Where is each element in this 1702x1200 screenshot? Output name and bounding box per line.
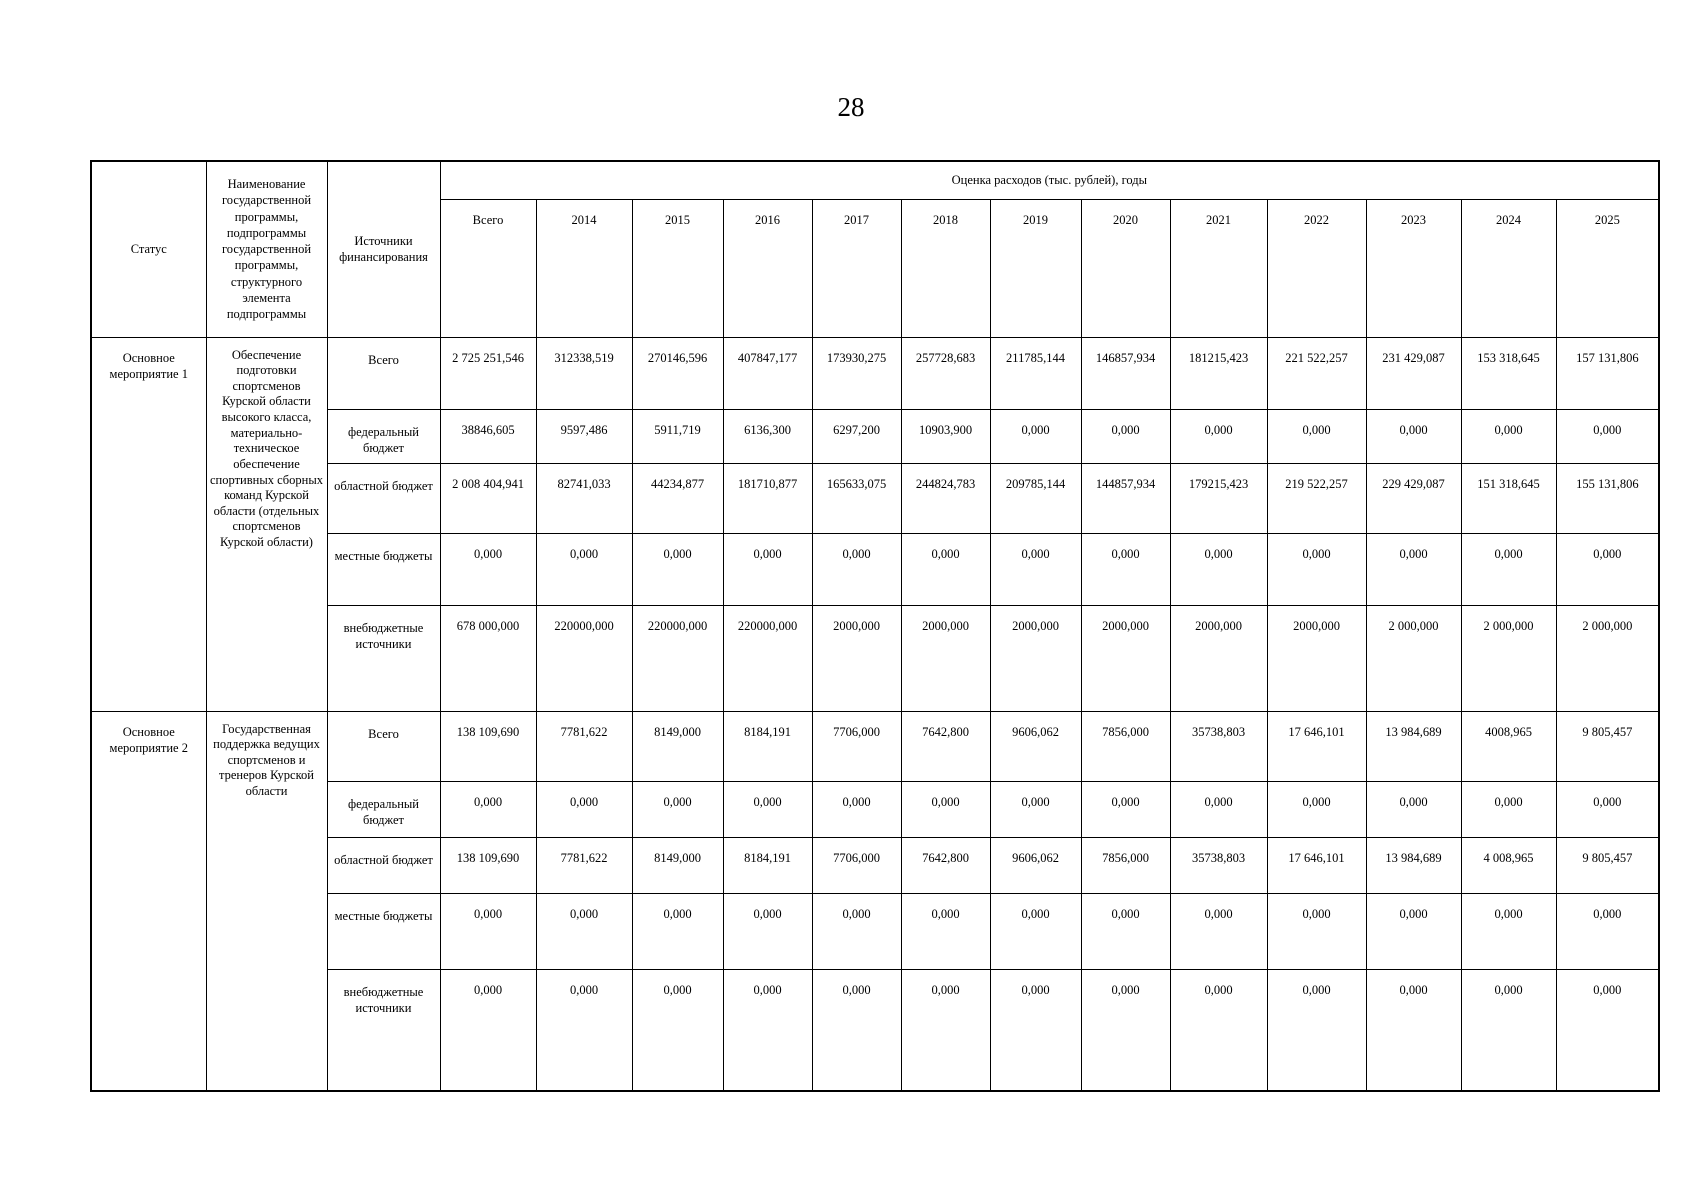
value-cell: 0,000 <box>632 893 723 969</box>
value-cell: 17 646,101 <box>1267 837 1366 893</box>
value-cell: 138 109,690 <box>440 711 536 781</box>
header-year-2021: 2021 <box>1170 199 1267 337</box>
value-cell: 0,000 <box>536 533 632 605</box>
value-cell: 0,000 <box>1170 781 1267 837</box>
value-cell: 5911,719 <box>632 409 723 463</box>
value-cell: 0,000 <box>1267 409 1366 463</box>
source-regional: областной бюджет <box>327 463 440 533</box>
value-cell: 0,000 <box>901 969 990 1091</box>
header-year-2018: 2018 <box>901 199 990 337</box>
value-cell: 8184,191 <box>723 711 812 781</box>
value-cell: 181710,877 <box>723 463 812 533</box>
value-cell: 0,000 <box>1461 409 1556 463</box>
table-row <box>91 463 1659 533</box>
value-cell: 9606,062 <box>990 711 1081 781</box>
header-year-2015: 2015 <box>632 199 723 337</box>
value-cell: 0,000 <box>440 533 536 605</box>
value-cell: 17 646,101 <box>1267 711 1366 781</box>
value-cell: 0,000 <box>990 533 1081 605</box>
value-cell: 7781,622 <box>536 837 632 893</box>
value-cell: 0,000 <box>990 409 1081 463</box>
value-cell: 8149,000 <box>632 711 723 781</box>
source-total: Всего <box>327 337 440 409</box>
value-cell: 7856,000 <box>1081 711 1170 781</box>
value-cell: 4008,965 <box>1461 711 1556 781</box>
source-total: Всего <box>327 711 440 781</box>
header-year-2023: 2023 <box>1366 199 1461 337</box>
header-status: Статус <box>91 161 206 337</box>
value-cell: 220000,000 <box>723 605 812 711</box>
value-cell: 312338,519 <box>536 337 632 409</box>
value-cell: 0,000 <box>1366 893 1461 969</box>
value-cell: 179215,423 <box>1170 463 1267 533</box>
value-cell: 2000,000 <box>1267 605 1366 711</box>
table-row <box>91 337 1659 409</box>
source-federal: федеральный бюджет <box>327 409 440 463</box>
value-cell: 257728,683 <box>901 337 990 409</box>
value-cell: 211785,144 <box>990 337 1081 409</box>
value-cell: 2000,000 <box>1170 605 1267 711</box>
header-year-2017: 2017 <box>812 199 901 337</box>
header-year-2019: 2019 <box>990 199 1081 337</box>
value-cell: 0,000 <box>901 781 990 837</box>
group-status: Основное мероприятие 2 <box>91 711 206 1091</box>
value-cell: 0,000 <box>1170 893 1267 969</box>
value-cell: 0,000 <box>1366 781 1461 837</box>
value-cell: 0,000 <box>536 781 632 837</box>
value-cell: 181215,423 <box>1170 337 1267 409</box>
value-cell: 229 429,087 <box>1366 463 1461 533</box>
table-row <box>91 969 1659 1091</box>
value-cell: 0,000 <box>812 781 901 837</box>
value-cell: 0,000 <box>901 893 990 969</box>
value-cell: 6297,200 <box>812 409 901 463</box>
page-number: 28 <box>837 92 865 122</box>
value-cell: 0,000 <box>1081 893 1170 969</box>
value-cell: 2000,000 <box>990 605 1081 711</box>
value-cell: 221 522,257 <box>1267 337 1366 409</box>
value-cell: 2 000,000 <box>1461 605 1556 711</box>
value-cell: 0,000 <box>812 533 901 605</box>
value-cell: 9 805,457 <box>1556 837 1659 893</box>
value-cell: 6136,300 <box>723 409 812 463</box>
value-cell: 0,000 <box>1366 969 1461 1091</box>
table-row <box>91 533 1659 605</box>
value-cell: 0,000 <box>1461 533 1556 605</box>
group-status: Основное мероприятие 1 <box>91 337 206 711</box>
value-cell: 209785,144 <box>990 463 1081 533</box>
value-cell: 0,000 <box>1170 533 1267 605</box>
value-cell: 0,000 <box>990 893 1081 969</box>
value-cell: 7856,000 <box>1081 837 1170 893</box>
value-cell: 9 805,457 <box>1556 711 1659 781</box>
value-cell: 0,000 <box>1081 969 1170 1091</box>
value-cell: 13 984,689 <box>1366 837 1461 893</box>
value-cell: 4 008,965 <box>1461 837 1556 893</box>
value-cell: 0,000 <box>1267 781 1366 837</box>
value-cell: 82741,033 <box>536 463 632 533</box>
value-cell: 0,000 <box>440 893 536 969</box>
value-cell: 0,000 <box>536 969 632 1091</box>
table-row <box>91 781 1659 837</box>
value-cell: 0,000 <box>632 969 723 1091</box>
source-local: местные бюджеты <box>327 893 440 969</box>
value-cell: 0,000 <box>1267 893 1366 969</box>
table-body <box>91 337 1659 1091</box>
table-row <box>91 711 1659 781</box>
header-name: Наименование государственной программы, подпрограммы государственной программы, структурного элемента подпрограммы <box>206 161 327 337</box>
header-year-2025: 2025 <box>1556 199 1659 337</box>
value-cell: 10903,900 <box>901 409 990 463</box>
value-cell: 7642,800 <box>901 711 990 781</box>
value-cell: 2000,000 <box>901 605 990 711</box>
value-cell: 244824,783 <box>901 463 990 533</box>
value-cell: 146857,934 <box>1081 337 1170 409</box>
value-cell: 2000,000 <box>812 605 901 711</box>
value-cell: 157 131,806 <box>1556 337 1659 409</box>
header-row-1 <box>91 161 1659 199</box>
value-cell: 0,000 <box>1170 409 1267 463</box>
value-cell: 0,000 <box>632 781 723 837</box>
value-cell: 0,000 <box>990 969 1081 1091</box>
value-cell: 0,000 <box>812 893 901 969</box>
value-cell: 0,000 <box>440 969 536 1091</box>
table-row <box>91 893 1659 969</box>
value-cell: 0,000 <box>1461 969 1556 1091</box>
source-extrabudgetary: внебюджетные источники <box>327 605 440 711</box>
value-cell: 0,000 <box>723 781 812 837</box>
value-cell: 2 000,000 <box>1366 605 1461 711</box>
value-cell: 44234,877 <box>632 463 723 533</box>
group-name: Государственная поддержка ведущих спортсменов и тренеров Курской области <box>206 711 327 1091</box>
value-cell: 0,000 <box>1556 409 1659 463</box>
value-cell: 0,000 <box>812 969 901 1091</box>
value-cell: 138 109,690 <box>440 837 536 893</box>
table-row <box>91 605 1659 711</box>
source-local: местные бюджеты <box>327 533 440 605</box>
value-cell: 220000,000 <box>536 605 632 711</box>
value-cell: 13 984,689 <box>1366 711 1461 781</box>
value-cell: 0,000 <box>1366 533 1461 605</box>
header-year-2020: 2020 <box>1081 199 1170 337</box>
value-cell: 0,000 <box>901 533 990 605</box>
value-cell: 7706,000 <box>812 837 901 893</box>
header-year-2016: 2016 <box>723 199 812 337</box>
value-cell: 0,000 <box>1081 533 1170 605</box>
value-cell: 155 131,806 <box>1556 463 1659 533</box>
value-cell: 7642,800 <box>901 837 990 893</box>
table-row <box>91 837 1659 893</box>
header-estimate: Оценка расходов (тыс. рублей), годы <box>440 161 1659 199</box>
value-cell: 8149,000 <box>632 837 723 893</box>
value-cell: 144857,934 <box>1081 463 1170 533</box>
value-cell: 0,000 <box>1556 781 1659 837</box>
value-cell: 407847,177 <box>723 337 812 409</box>
value-cell: 2 000,000 <box>1556 605 1659 711</box>
value-cell: 0,000 <box>1081 781 1170 837</box>
value-cell: 0,000 <box>440 781 536 837</box>
table-row <box>91 409 1659 463</box>
value-cell: 0,000 <box>1267 969 1366 1091</box>
value-cell: 9597,486 <box>536 409 632 463</box>
value-cell: 8184,191 <box>723 837 812 893</box>
source-federal: федеральный бюджет <box>327 781 440 837</box>
value-cell: 0,000 <box>1366 409 1461 463</box>
value-cell: 0,000 <box>990 781 1081 837</box>
value-cell: 7781,622 <box>536 711 632 781</box>
value-cell: 9606,062 <box>990 837 1081 893</box>
value-cell: 0,000 <box>1267 533 1366 605</box>
value-cell: 0,000 <box>1556 893 1659 969</box>
value-cell: 0,000 <box>1556 969 1659 1091</box>
value-cell: 0,000 <box>723 893 812 969</box>
value-cell: 165633,075 <box>812 463 901 533</box>
header-year-2014: 2014 <box>536 199 632 337</box>
header-year-2024: 2024 <box>1461 199 1556 337</box>
value-cell: 270146,596 <box>632 337 723 409</box>
value-cell: 151 318,645 <box>1461 463 1556 533</box>
value-cell: 219 522,257 <box>1267 463 1366 533</box>
value-cell: 7706,000 <box>812 711 901 781</box>
value-cell: 0,000 <box>1556 533 1659 605</box>
group-name: Обеспечение подготовки спортсменов Курской области высокого класса, материально-техническое обеспечение спортивных сборных команд Курской области (отдельных спортсменов Курской области) <box>206 337 327 711</box>
value-cell: 2 008 404,941 <box>440 463 536 533</box>
value-cell: 0,000 <box>536 893 632 969</box>
value-cell: 0,000 <box>1170 969 1267 1091</box>
value-cell: 2 725 251,546 <box>440 337 536 409</box>
value-cell: 173930,275 <box>812 337 901 409</box>
header-year-total: Всего <box>440 199 536 337</box>
value-cell: 2000,000 <box>1081 605 1170 711</box>
value-cell: 0,000 <box>723 533 812 605</box>
value-cell: 231 429,087 <box>1366 337 1461 409</box>
value-cell: 220000,000 <box>632 605 723 711</box>
value-cell: 153 318,645 <box>1461 337 1556 409</box>
budget-table <box>90 160 1660 1092</box>
value-cell: 0,000 <box>632 533 723 605</box>
value-cell: 0,000 <box>1081 409 1170 463</box>
header-source: Источники финансирования <box>327 161 440 337</box>
header-year-2022: 2022 <box>1267 199 1366 337</box>
value-cell: 0,000 <box>1461 893 1556 969</box>
value-cell: 35738,803 <box>1170 711 1267 781</box>
value-cell: 678 000,000 <box>440 605 536 711</box>
value-cell: 0,000 <box>723 969 812 1091</box>
value-cell: 38846,605 <box>440 409 536 463</box>
source-regional: областной бюджет <box>327 837 440 893</box>
source-extrabudgetary: внебюджетные источники <box>327 969 440 1091</box>
value-cell: 35738,803 <box>1170 837 1267 893</box>
value-cell: 0,000 <box>1461 781 1556 837</box>
